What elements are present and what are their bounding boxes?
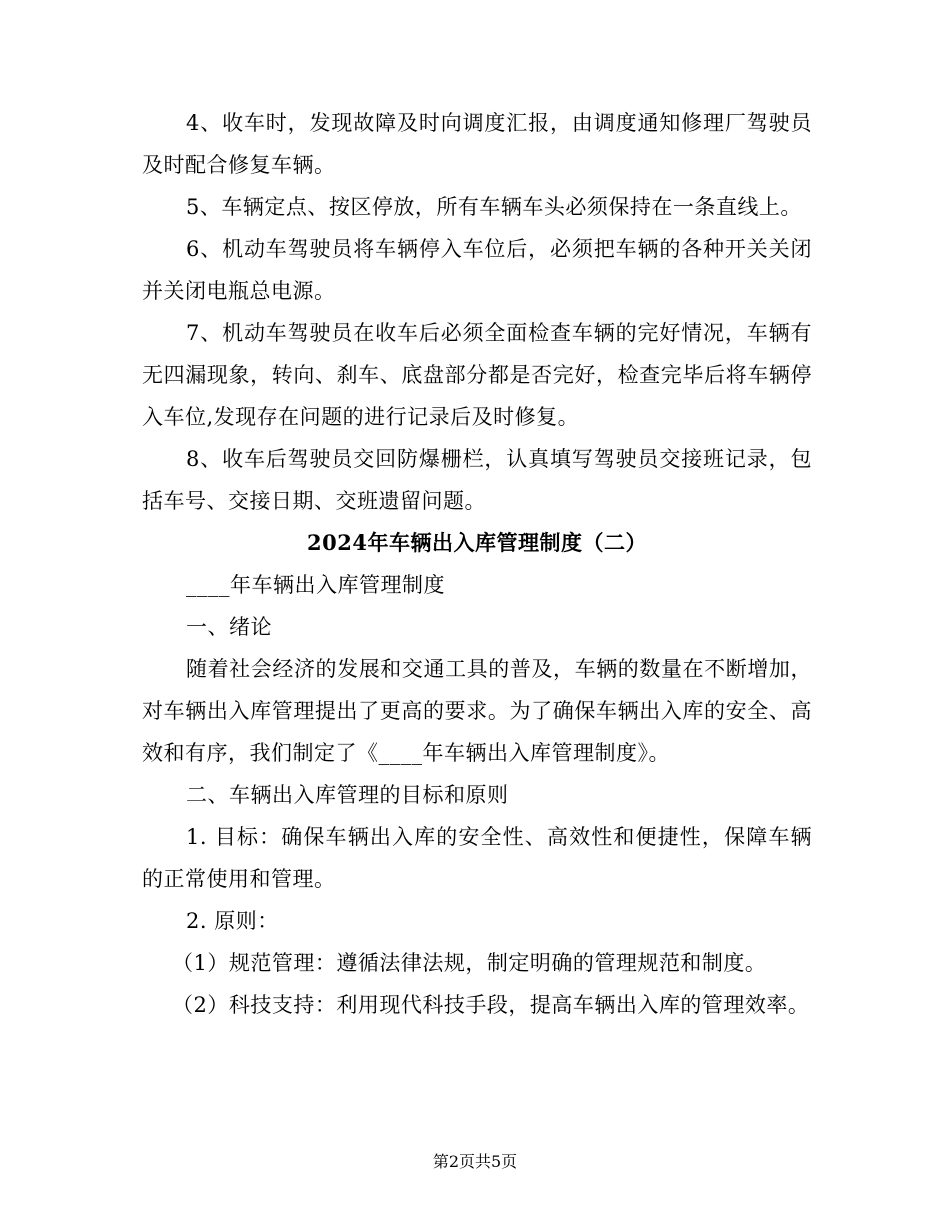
section-title: 2024年车辆出入库管理制度（二） (307, 530, 647, 555)
paragraph-item-6: 6、机动车驾驶员将车辆停入车位后，必须把车辆的各种开关关闭并关闭电瓶总电源。 (142, 237, 812, 303)
heading-goals-principles: 二、车辆出入库管理的目标和原则 (186, 783, 509, 807)
paragraph-principle-1: （1）规范管理：遵循法律法规，制定明确的管理规范和制度。 (172, 951, 767, 975)
paragraph-item-4: 4、收车时，发现故障及时向调度汇报，由调度通知修理厂驾驶员及时配合修复车辆。 (142, 111, 812, 177)
heading-introduction: 一、绪论 (186, 615, 272, 639)
paragraph-item-7: 7、机动车驾驶员在收车后必须全面检查车辆的完好情况，车辆有无四漏现象，转向、刹车、底盘部分都是否完好，检查完毕后将车辆停入车位,发现存在问题的进行记录后及时修复。 (142, 321, 812, 429)
paragraph-principle-2: （2）科技支持：利用现代科技手段，提高车辆出入库的管理效率。 (172, 993, 810, 1017)
paragraph-item-5: 5、车辆定点、按区停放，所有车辆车头必须保持在一条直线上。 (186, 195, 802, 219)
paragraph-item-8: 8、收车后驾驶员交回防爆栅栏，认真填写驾驶员交接班记录，包括车号、交接日期、交班遗留问题。 (142, 447, 812, 513)
paragraph-introduction: 随着社会经济的发展和交通工具的普及，车辆的数量在不断增加，对车辆出入库管理提出了更高的要求。为了确保车辆出入库的安全、高效和有序，我们制定了《____年车辆出入库管理制度》。 (142, 657, 812, 765)
paragraph-goal: 1. 目标：确保车辆出入库的安全性、高效性和便捷性，保障车辆的正常使用和管理。 (142, 825, 812, 891)
doc-subtitle: ____年车辆出入库管理制度 (186, 573, 445, 597)
paragraph-principles: 2. 原则： (186, 909, 279, 933)
page-number-footer: 第2页共5页 (432, 1152, 518, 1171)
document-body (142, 102, 812, 1026)
